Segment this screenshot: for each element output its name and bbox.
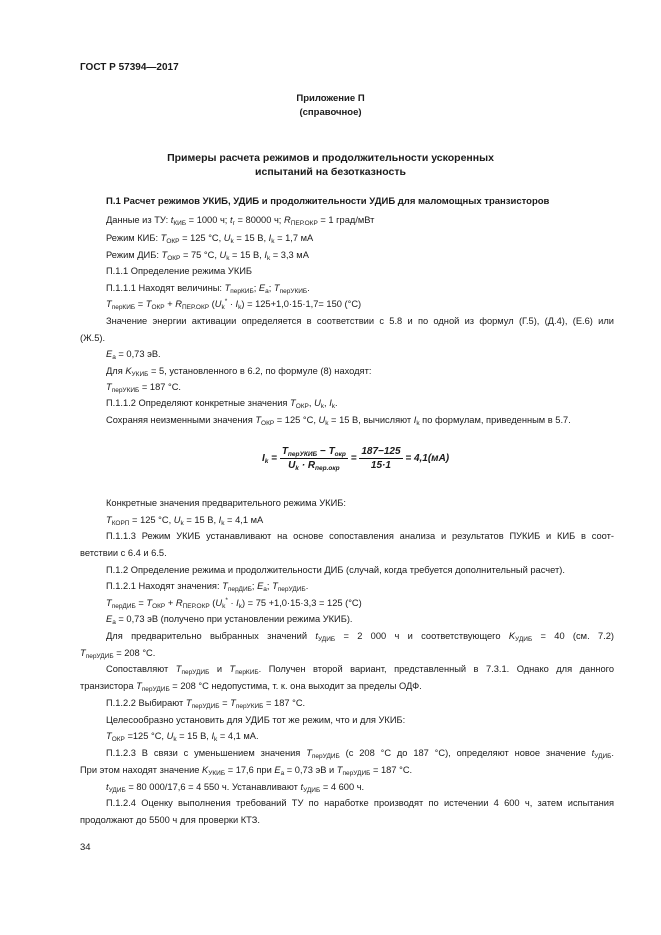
paragraph: П.1.2.3 В связи с уменьшением значения $T_{перУДИБ}$ (с 208 °С до 187 °С), определяют новое значение $t_{УДИБ}$.: [106, 748, 615, 760]
appendix-title: Приложение П: [296, 93, 365, 104]
main-title-line-2: испытаний на безотказность: [255, 166, 406, 178]
paragraph: Значение энергии активации определяется в соответствии с 5.8 и по одной из формул (Г.5), (Д.4), (Е.6) или: [106, 316, 614, 326]
section-title: П.1 Расчет режимов УКИБ, УДИБ и продолжительности УДИБ для маломощных транзисторов: [106, 196, 550, 207]
paragraph: $T_{перУКИБ} = 187$ °С.: [106, 382, 182, 394]
paragraph: Для предварительно выбранных значений $t_{УДИБ} = 2$ 000 ч и соответствующего $K_{УДИБ} = 40$ (см. 7.2): [106, 631, 614, 643]
paragraph: П.1.1.1 Находят величины: $T_{перКИБ}$; $E_a$; $T_{перУКИБ}$.: [106, 283, 310, 295]
paragraph: $T_{перКИБ} = T_{ОКР} + R_{ПЕР.ОКР}$ $(U_k^* \cdot I_k) = 125+1,0\cdot 15\cdot 1,7= 150$ (°С): [106, 298, 362, 311]
main-title-line-1: Примеры расчета режимов и продолжительности ускоренных: [167, 152, 494, 164]
paragraph: $E_a = 0,73$ эВ.: [106, 349, 161, 361]
paragraph: $T_{КОРП} = 125$ °С, $U_k = 15$ В, $I_k = 4,1$ мА: [106, 515, 264, 527]
paragraph: П.1.1.2 Определяют конкретные значения $T_{ОКР}$, $U_k$, $I_k$.: [106, 398, 338, 410]
page-number: 34: [80, 842, 91, 853]
paragraph: Данные из ТУ: $t_{КИБ} = 1000$ ч; $t_г = 80000$ ч; $R_{ПЕР.ОКР} = 1$ град/мВт: [106, 215, 375, 227]
paragraph: П.1.2 Определение режима и продолжительности ДИБ (случай, когда требуется дополнительный расчет).: [106, 565, 565, 575]
formula-fraction-symbolic: $\frac{T_{перУКИБ} - T_{окр}}{U_k \cdot R_{пер.окр}}$: [281, 446, 346, 472]
paragraph: При этом находят значение $K_{УКИБ} = 17,6$ при $E_a = 0,73$ эВ и $T_{перУДИБ} = 187$ °С.: [80, 765, 413, 777]
paragraph: продолжают до 5500 ч для проверки КТЗ.: [80, 815, 260, 825]
paragraph: П.1.2.4 Оценку выполнения требований ТУ по наработке производят по истечении 4 600 ч, затем испытания: [106, 798, 614, 808]
paragraph: Сохраняя неизменными значения $T_{ОКР} = 125$ °С, $U_k = 15$ В, вычисляют $I_k$ по формулам, приведенным в 5.7.: [106, 415, 571, 427]
paragraph: Режим ДИБ: $T_{ОКР} = 75$ °С, $U_k = 15$ В, $I_k = 3,3$ мА: [106, 250, 309, 262]
paragraph: (Ж.5).: [80, 333, 106, 343]
formula-ik: $I_k$ = $\frac{T_{перУКИБ} - T_{окр}}{U_k \cdot R_{пер.окр}}$ = $\frac{187-125}{15\cdot 1}$ = 4,1(мА): [262, 446, 450, 472]
paragraph: $t_{УДИБ} = 80$ 000/17,6 = 4 550 ч. Устанавливают $t_{УДИБ} = 4$ 600 ч.: [106, 782, 365, 794]
paragraph: $T_{ОКР} =125$ °С, $U_k = 15$ В, $I_k = 4,1$ мА.: [106, 731, 259, 743]
paragraph: Режим КИБ: $T_{ОКР} = 125$ °С, $U_k = 15$ В, $I_k = 1,7$ мА: [106, 233, 314, 245]
paragraph: Для $K_{УКИБ} = 5$, установленного в 6.2, по формуле (8) находят:: [106, 366, 372, 378]
paragraph: Целесообразно установить для УДИБ тот же режим, что и для УКИБ:: [106, 715, 406, 725]
appendix-note: (справочное): [299, 107, 362, 118]
paragraph: П.1.1 Определение режима УКИБ: [106, 266, 253, 276]
paragraph: $E_a = 0,73$ эВ (получено при установлении режима УКИБ).: [106, 614, 353, 626]
formula-fraction-numeric: $\frac{187-125}{15\cdot 1}$: [361, 446, 401, 471]
paragraph: $T_{перДИБ} = T_{ОКР} + R_{ПЕР.ОКР}$ $(U_k^* \cdot I_k) = 75 +1,0\cdot 15\cdot 3,3 = 125$ (°С): [106, 597, 362, 610]
paragraph: П.1.1.3 Режим УКИБ устанавливают на основе сопоставления анализа и результатов ПУКИБ и КИБ в соот-: [106, 531, 614, 541]
paragraph: П.1.2.1 Находят значения: $T_{перДИБ}$; $E_a$; $T_{перУДИБ}$.: [106, 581, 309, 593]
paragraph: Конкретные значения предварительного режима УКИБ:: [106, 498, 346, 508]
paragraph: П.1.2.2 Выбирают $T_{перУДИБ} = T_{перУКИБ} = 187$ °С.: [106, 698, 306, 710]
document-header: ГОСТ Р 57394—2017: [80, 62, 179, 73]
paragraph: ветствии с 6.4 и 6.5.: [80, 548, 167, 558]
paragraph: $T_{перУДИБ} = 208$ °С.: [80, 648, 156, 660]
paragraph: Сопоставляют $T_{перУДИБ}$ и $T_{перКИБ}$. Получен второй вариант, представленный в 7.3.1. Однако для данного: [106, 664, 614, 676]
paragraph: транзистора $T_{перУДИБ} = 208$ °С недопустима, т. к. она выходит за пределы ОДФ.: [80, 681, 422, 693]
